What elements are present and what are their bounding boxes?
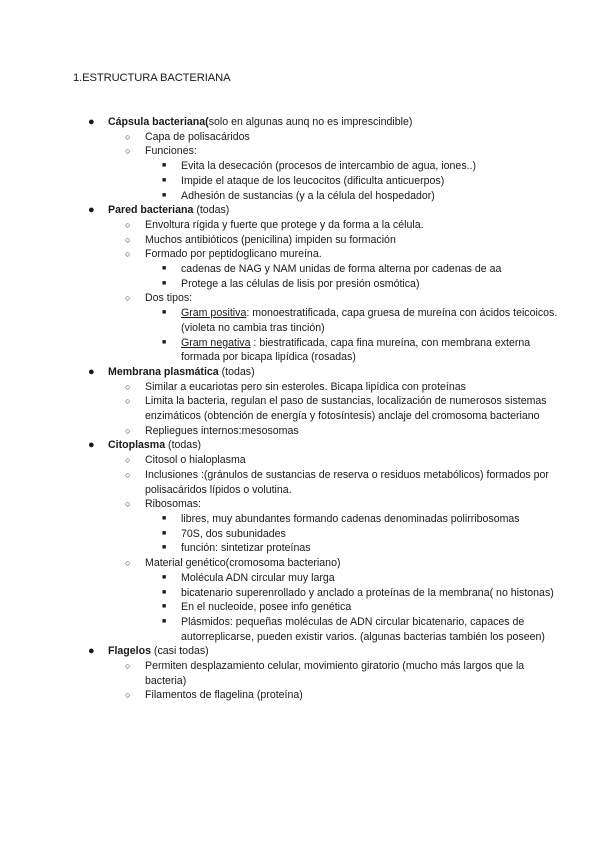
sub-item-body: cadenas de NAG y NAM unidas de forma alterna por cadenas de aa xyxy=(181,263,502,276)
list-item-text: Capa de polisacáridos xyxy=(145,130,250,143)
sub-list-item xyxy=(0,189,600,204)
list-item xyxy=(0,453,600,468)
sub-list-item-text xyxy=(181,277,600,292)
section-heading xyxy=(0,115,600,130)
section-title: Pared bacteriana xyxy=(108,204,194,217)
sub-item-body: Impide el ataque de los leucocitos (dificulta anticuerpos) xyxy=(181,174,445,187)
section-note: solo en algunas aunq no es imprescindible) xyxy=(208,116,413,128)
list-item-text: Material genético(cromosoma bacteriano) xyxy=(145,557,341,570)
sub-list-item xyxy=(0,586,600,601)
section-heading xyxy=(0,438,600,453)
list-item xyxy=(0,247,600,262)
bullet-l2-icon: ○ xyxy=(125,249,131,260)
bullet-l3-icon: ■ xyxy=(162,162,167,170)
sub-item-body: libres, muy abundantes formando cadenas denominadas polirribosomas xyxy=(181,512,520,525)
bullet-l1-icon: ● xyxy=(88,645,95,658)
section-text xyxy=(108,438,600,453)
list-item-text: Inclusiones :(gránulos de sustancias de reserva o residuos metabólicos) formados por polisacáridos lípidos o volutina. xyxy=(145,468,549,496)
sub-list-item-text xyxy=(181,262,600,277)
list-item-text: Funciones: xyxy=(145,145,197,158)
bullet-l3-icon: ■ xyxy=(162,514,167,522)
document-title: 1.ESTRUCTURA BACTERIANA xyxy=(73,72,231,84)
sub-item-body: Adhesión de sustancias (y a la célula del hospedador) xyxy=(181,189,435,202)
section-note: (casi todas) xyxy=(150,645,209,658)
sub-item-body: función: sintetizar proteínas xyxy=(181,542,311,555)
sub-list-item-text xyxy=(181,189,600,204)
sub-list-item-text xyxy=(181,615,600,644)
bullet-l3-icon: ■ xyxy=(162,588,167,596)
sub-list-item-text xyxy=(181,600,600,615)
list-item xyxy=(0,688,600,703)
bullet-l2-icon: ○ xyxy=(125,381,131,392)
sub-list-item-text xyxy=(181,586,600,601)
sub-item-body: En el nucleoide, posee info genética xyxy=(181,601,352,614)
section-text xyxy=(108,115,600,130)
list-item xyxy=(0,130,600,145)
sub-item-body: 70S, dos subunidades xyxy=(181,527,286,540)
sub-list-item xyxy=(0,174,600,189)
list-item-text: Formado por peptidoglicano mureína. xyxy=(145,248,322,261)
bullet-l1-icon: ● xyxy=(88,365,95,378)
bullet-l2-icon: ○ xyxy=(125,146,131,157)
bullet-l3-icon: ■ xyxy=(162,529,167,537)
bullet-l2-icon: ○ xyxy=(125,425,131,436)
list-item-text: Repliegues internos:mesosomas xyxy=(145,424,299,437)
section-heading xyxy=(0,203,600,218)
section-title: Flagelos xyxy=(108,645,151,658)
sub-item-body: : monoestratificada, capa gruesa de mureína con ácidos teicoicos. (violeta no cambia tras tinción) xyxy=(181,307,558,334)
bullet-l2-icon: ○ xyxy=(125,499,131,510)
list-item-text: Limita la bacteria, regulan el paso de sustancias, localización de numerosos sistemas enzimáticos (obtención de energía y fotosíntesis) anclaje del cromosoma bacteriano xyxy=(145,395,547,423)
bullet-l1-icon: ● xyxy=(88,439,95,452)
sub-list-item xyxy=(0,512,600,527)
bullet-l2-icon: ○ xyxy=(125,469,131,480)
section-note: (todas) xyxy=(165,439,202,452)
section-text xyxy=(108,365,600,380)
sub-list-item xyxy=(0,277,600,292)
sub-list-item-text xyxy=(181,571,600,586)
sub-list-item xyxy=(0,336,600,365)
document-body xyxy=(0,115,600,703)
list-item xyxy=(0,659,600,688)
sub-list-item xyxy=(0,159,600,174)
bullet-l3-icon: ■ xyxy=(162,617,167,625)
sub-list-item xyxy=(0,615,600,644)
sub-list-item-text xyxy=(181,159,600,174)
sub-list-item xyxy=(0,541,600,556)
sub-list-item xyxy=(0,600,600,615)
list-item xyxy=(0,291,600,306)
underlined-term: Gram positiva xyxy=(181,307,247,320)
bullet-l3-icon: ■ xyxy=(162,338,167,346)
list-item-text: Ribosomas: xyxy=(145,498,201,511)
section-heading xyxy=(0,644,600,659)
sub-list-item-text xyxy=(181,174,600,189)
list-item xyxy=(0,233,600,248)
list-item-text: Citosol o hialoplasma xyxy=(145,454,246,467)
bullet-l3-icon: ■ xyxy=(162,544,167,552)
sub-item-body: Protege a las células de lisis por presión osmótica) xyxy=(181,277,420,290)
bullet-l3-icon: ■ xyxy=(162,279,167,287)
list-item-text: Muchos antibióticos (penicilina) impiden su formación xyxy=(145,233,396,246)
sub-item-body: Evita la desecación (procesos de intercambio de agua, iones..) xyxy=(181,160,477,173)
bullet-l2-icon: ○ xyxy=(125,234,131,245)
sub-list-item-text xyxy=(181,527,600,542)
bullet-l2-icon: ○ xyxy=(125,558,131,569)
bullet-l3-icon: ■ xyxy=(162,603,167,611)
list-item-text: Envoltura rígida y fuerte que protege y da forma a la célula. xyxy=(145,218,424,231)
list-item-text: Similar a eucariotas pero sin esteroles. Bicapa lipídica con proteínas xyxy=(145,380,466,393)
bullet-l2-icon: ○ xyxy=(125,396,131,407)
bullet-l3-icon: ■ xyxy=(162,191,167,199)
bullet-l3-icon: ■ xyxy=(162,573,167,581)
bullet-l3-icon: ■ xyxy=(162,265,167,273)
sub-item-body: : biestratificada, capa fina mureína, con membrana externa formada por bicapa lipídica (rosadas) xyxy=(181,336,531,364)
sub-item-body: Plásmidos: pequeñas moléculas de ADN circular bicatenario, capaces de autorreplicarse, pueden existir varios. (algunas bacterias también los poseen) xyxy=(181,615,545,643)
sub-item-body: bicatenario superenrollado y anclado a proteínas de la membrana( no histonas) xyxy=(181,586,554,599)
section-text xyxy=(108,203,600,218)
bullet-l2-icon: ○ xyxy=(125,690,131,701)
bullet-l1-icon: ● xyxy=(88,204,95,217)
sub-list-item-text xyxy=(181,336,600,365)
list-item xyxy=(0,394,600,423)
list-item xyxy=(0,218,600,233)
sub-list-item xyxy=(0,262,600,277)
bullet-l3-icon: ■ xyxy=(162,176,167,184)
sub-list-item-text xyxy=(181,306,600,335)
list-item xyxy=(0,424,600,439)
section-title: Citoplasma xyxy=(108,439,166,452)
section-title: Cápsula bacteriana( xyxy=(108,116,209,128)
underlined-term: Gram negativa xyxy=(181,336,251,349)
bullet-l3-icon: ■ xyxy=(162,309,167,317)
list-item-text: Dos tipos: xyxy=(145,292,193,305)
bullet-l1-icon: ● xyxy=(88,116,95,128)
sub-list-item xyxy=(0,306,600,335)
bullet-l2-icon: ○ xyxy=(125,131,131,142)
sub-list-item-text xyxy=(181,541,600,556)
bullet-l2-icon: ○ xyxy=(125,293,131,304)
bullet-l2-icon: ○ xyxy=(125,219,131,230)
list-item xyxy=(0,556,600,571)
section-title: Membrana plasmática xyxy=(108,365,219,378)
list-item xyxy=(0,380,600,395)
bullet-l2-icon: ○ xyxy=(125,455,131,466)
section-heading xyxy=(0,365,600,380)
section-note: (todas) xyxy=(218,365,255,378)
list-item-text: Permiten desplazamiento celular, movimiento giratorio (mucho más largos que la bacteria) xyxy=(145,660,525,687)
section-note: (todas) xyxy=(193,204,230,217)
list-item xyxy=(0,468,600,497)
list-item-text: Filamentos de flagelina (proteína) xyxy=(145,689,303,702)
list-item xyxy=(0,497,600,512)
sub-list-item-text xyxy=(181,512,600,527)
bullet-l2-icon: ○ xyxy=(125,661,131,672)
sub-item-body: Molécula ADN circular muy larga xyxy=(181,571,335,584)
list-item xyxy=(0,144,600,159)
sub-list-item xyxy=(0,571,600,586)
section-text xyxy=(108,644,600,659)
sub-list-item xyxy=(0,527,600,542)
